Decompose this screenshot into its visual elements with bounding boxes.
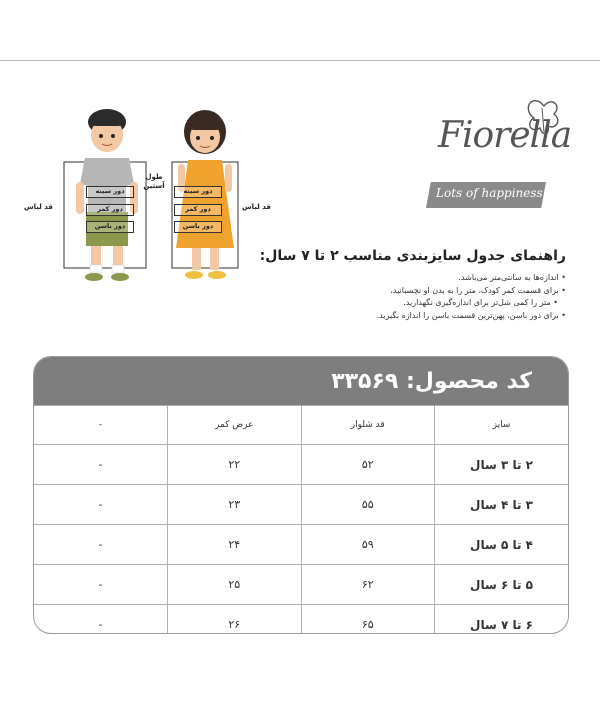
cell-extra: -	[34, 525, 168, 565]
cell-extra: -	[34, 445, 168, 485]
size-guide-notes	[286, 272, 566, 322]
col-header-extra: -	[34, 406, 168, 445]
size-table	[34, 405, 568, 634]
hip-label-boy: دور باسن	[86, 221, 134, 233]
size-table-card	[33, 356, 569, 634]
col-header-size: سایز	[435, 406, 569, 445]
table-row	[34, 485, 568, 525]
cell-pants-length: ۵۵	[301, 485, 435, 525]
cell-pants-length: ۶۵	[301, 605, 435, 635]
table-row	[34, 605, 568, 635]
cell-waist-width: ۲۶	[168, 605, 302, 635]
waist-label-boy: دور کمر	[86, 204, 134, 216]
cell-extra: -	[34, 605, 168, 635]
cell-size: ۲ تا ۳ سال	[435, 445, 569, 485]
table-header-row	[34, 406, 568, 445]
cell-size: ۳ تا ۴ سال	[435, 485, 569, 525]
chest-label-girl: دور سینه	[174, 186, 222, 198]
guide-note: • اندازه‌ها به سانتی‌متر می‌باشد.	[286, 272, 566, 285]
guide-note: • برای قسمت کمر کودک، متر را به بدن او نچسبانید،	[286, 285, 566, 298]
table-row	[34, 445, 568, 485]
table-row	[34, 565, 568, 605]
top-divider	[0, 60, 600, 61]
cell-size: ۶ تا ۷ سال	[435, 605, 569, 635]
table-header-bar	[34, 357, 568, 405]
guide-note: • متر را کمی شل‌تر برای اندازه‌گیری نگهدارید.	[286, 297, 566, 310]
product-code: کد محصول: ۳۳۵۶۹	[331, 368, 532, 394]
cell-waist-width: ۲۳	[168, 485, 302, 525]
table-row	[34, 525, 568, 565]
guide-note: • برای دور باسن، پهن‌ترین قسمت باسن را اندازه بگیرید.	[286, 310, 566, 323]
chest-label-boy: دور سینه	[86, 186, 134, 198]
cell-extra: -	[34, 485, 168, 525]
col-header-waist-width: عرض کمر	[168, 406, 302, 445]
cell-waist-width: ۲۴	[168, 525, 302, 565]
cell-size: ۵ تا ۶ سال	[435, 565, 569, 605]
brand-name: Fiorella	[438, 115, 572, 156]
hip-label-girl: دور باسن	[174, 221, 222, 233]
col-header-pants-length: قد شلوار	[301, 406, 435, 445]
cell-pants-length: ۵۹	[301, 525, 435, 565]
sleeve-length-label: طول آستین	[143, 173, 165, 190]
size-illustration	[24, 100, 280, 310]
waist-label-girl: دور کمر	[174, 204, 222, 216]
cell-waist-width: ۲۲	[168, 445, 302, 485]
size-guide-title: راهنمای جدول سایزبندی مناسب ۲ تا ۷ سال:	[259, 248, 566, 264]
dress-length-label-right: قد لباس	[242, 203, 271, 211]
cell-waist-width: ۲۵	[168, 565, 302, 605]
cell-pants-length: ۶۲	[301, 565, 435, 605]
cell-pants-length: ۵۲	[301, 445, 435, 485]
cell-size: ۴ تا ۵ سال	[435, 525, 569, 565]
dress-length-label-left: قد لباس	[24, 203, 53, 211]
cell-extra: -	[34, 565, 168, 605]
brand-tagline: Lots of happiness	[436, 186, 543, 200]
